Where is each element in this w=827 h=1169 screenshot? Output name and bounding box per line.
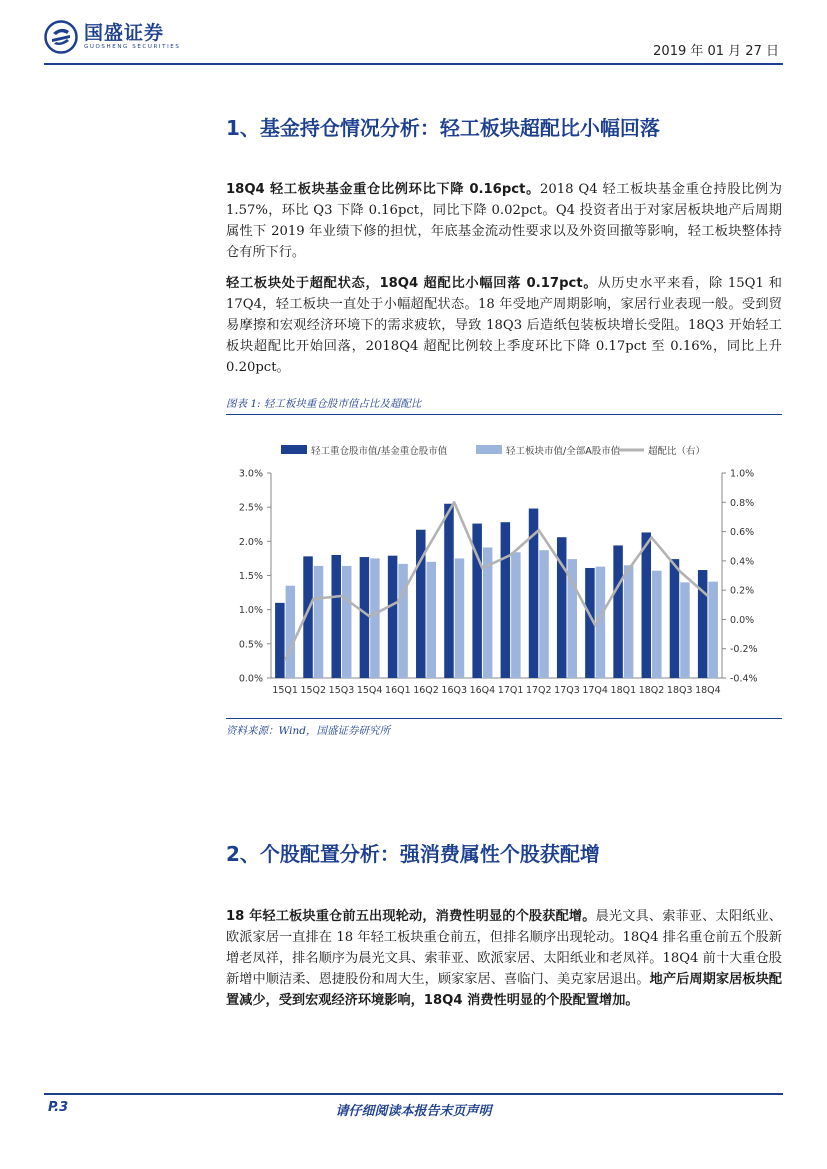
section-2-title: 2、个股配置分析：强消费属性个股获配增: [226, 842, 600, 866]
x-tick-label: 16Q3: [441, 685, 468, 696]
x-tick-label: 18Q1: [610, 685, 637, 696]
x-tick-label: 15Q3: [328, 685, 355, 696]
bar-sector-market-weight: [708, 582, 718, 678]
bar-sector-market-weight: [370, 558, 380, 678]
guosheng-logo-icon: [44, 20, 78, 54]
page-header: [0, 0, 827, 70]
paragraph-2-body: 从历史水平来看，除 15Q1 和 17Q4，轻工板块一直处于小幅超配状态。18 年受地产周期影响，家居行业表现一般。受到贸易摩擦和宏观经济环境下的需求疲软，导致 18Q3 后造纸包装板块增长受阻。18Q3 开始轻工板块超配比开始回落，2018Q4 超配比例较上季度环比下降 0.17pct 至 0.16%，同比上升 0.20pct。: [226, 276, 782, 375]
figure-title: 图表 1: 轻工板块重仓股市值占比及超配比: [226, 398, 422, 410]
section-1-paragraph-2: [226, 273, 782, 378]
paragraph-1-body: 2018 Q4 轻工板块基金重仓持股比例为 1.57%，环比 Q3 下降 0.16pct，同比下降 0.02pct。Q4 投资者出于对家居板块地产后周期属性下 2019 年业绩下修的担忧，年底基金流动性要求以及外资回撤等影响，轻工板块整体持仓有所下行。: [226, 182, 782, 260]
y-left-tick-label: 2.0%: [238, 536, 263, 548]
legend-label: 轻工重仓股市值/基金重仓股市值: [311, 446, 448, 457]
report-date: 2019 年 01 月 27 日: [653, 44, 779, 59]
logo-name: 国盛证券: [84, 22, 165, 44]
bar-sector-market-weight: [455, 558, 465, 678]
section-2-paragraph-1: [226, 906, 782, 1011]
x-tick-label: 16Q1: [385, 685, 411, 696]
x-tick-label: 17Q1: [497, 685, 524, 696]
section-1-title: 1、基金持仓情况分析：轻工板块超配比小幅回落: [226, 116, 660, 140]
bar-fund-heavy-weight: [388, 556, 398, 678]
y-right-tick-label: 0.4%: [730, 556, 755, 568]
bar-fund-heavy-weight: [444, 504, 454, 678]
bar-fund-heavy-weight: [670, 559, 680, 678]
bar-fund-heavy-weight: [698, 570, 708, 678]
y-right-tick-label: -0.4%: [730, 673, 758, 685]
y-right-tick-label: 0.2%: [730, 585, 755, 597]
bar-fund-heavy-weight: [275, 603, 285, 678]
figure-top-rule: [226, 414, 782, 415]
y-left-tick-label: 1.5%: [238, 571, 263, 582]
bar-sector-market-weight: [511, 552, 521, 678]
x-tick-label: 17Q3: [554, 685, 580, 696]
x-tick-label: 15Q2: [300, 685, 327, 696]
x-tick-label: 18Q2: [638, 685, 665, 696]
disclaimer-note: 请仔细阅读本报告末页声明: [335, 1104, 492, 1119]
y-right-tick-label: 0.0%: [730, 614, 755, 626]
x-tick-label: 17Q2: [525, 685, 552, 696]
y-left-tick-label: 1.0%: [238, 605, 263, 617]
bar-sector-market-weight: [680, 582, 690, 678]
bar-sector-market-weight: [539, 550, 549, 678]
bar-fund-heavy-weight: [501, 522, 511, 678]
y-left-tick-label: 0.0%: [238, 673, 263, 685]
footer-divider: [44, 1093, 783, 1095]
paragraph-1-lead: 18Q4 轻工板块基金重仓比例环比下降 0.16pct。: [226, 182, 540, 197]
x-tick-label: 16Q2: [413, 685, 439, 696]
figure-bottom-rule: [226, 718, 782, 719]
page-number: P.3: [48, 1100, 69, 1115]
legend-label: 轻工板块市值/全部A股市值: [506, 446, 621, 457]
section-2-lead: 18 年轻工板块重仓前五出现轮动，消费性明显的个股获配增。: [226, 909, 596, 924]
bar-fund-heavy-weight: [360, 557, 370, 678]
header-divider: [44, 63, 783, 65]
bar-fund-heavy-weight: [613, 545, 623, 678]
bar-sector-market-weight: [314, 566, 324, 678]
x-tick-label: 18Q3: [666, 685, 693, 696]
bar-sector-market-weight: [342, 566, 352, 678]
company-logo: [44, 20, 180, 54]
x-tick-label: 17Q4: [582, 685, 608, 696]
logo-name-en: GUOSHENG SECURITIES: [84, 44, 181, 50]
section-1-paragraph-1: [226, 179, 782, 263]
bar-fund-heavy-weight: [642, 532, 652, 678]
bar-sector-market-weight: [652, 571, 662, 678]
legend-swatch: [281, 445, 307, 454]
y-left-tick-label: 3.0%: [238, 468, 263, 480]
section-2-conclusion: 地产后周期家居板块配置减少，受到宏观经济环境影响，18Q4 消费性明显的个股配置增加。: [226, 972, 782, 1008]
fund-holding-chart: [226, 425, 782, 715]
y-left-tick-label: 2.5%: [238, 502, 263, 514]
x-tick-label: 15Q1: [272, 685, 298, 696]
bar-sector-market-weight: [286, 586, 296, 678]
bar-sector-market-weight: [398, 564, 408, 678]
y-right-tick-label: -0.2%: [730, 644, 758, 656]
x-tick-label: 16Q4: [469, 685, 496, 696]
y-right-tick-label: 1.0%: [730, 468, 755, 480]
y-right-tick-label: 0.6%: [730, 527, 755, 539]
bar-fund-heavy-weight: [331, 555, 341, 678]
legend-swatch: [476, 445, 502, 454]
paragraph-2-lead: 轻工板块处于超配状态，18Q4 超配比小幅回落 0.17pct。: [226, 276, 598, 291]
x-tick-label: 18Q4: [695, 685, 721, 696]
legend-label: 超配比（右）: [648, 446, 706, 457]
figure-source: 资料来源：Wind，国盛证券研究所: [226, 725, 390, 737]
y-right-tick-label: 0.8%: [730, 497, 755, 509]
section-2-body: 晨光文具、索菲亚、太阳纸业、欧派家居一直排在 18 年轻工板块重仓前五，但排名顺序出现轮动。18Q4 排名重仓前五个股新增老凤祥，排名顺序为晨光文具、索菲亚、欧派家居、太阳纸业和老凤祥。18Q4 前十大重仓股新增中顺洁柔、恩捷股份和周大生，顾家家居、喜临门、美克家居退出。: [226, 909, 782, 987]
bar-sector-market-weight: [624, 565, 634, 678]
bar-sector-market-weight: [427, 562, 437, 678]
x-tick-label: 15Q4: [356, 685, 383, 696]
y-left-tick-label: 0.5%: [238, 639, 263, 651]
